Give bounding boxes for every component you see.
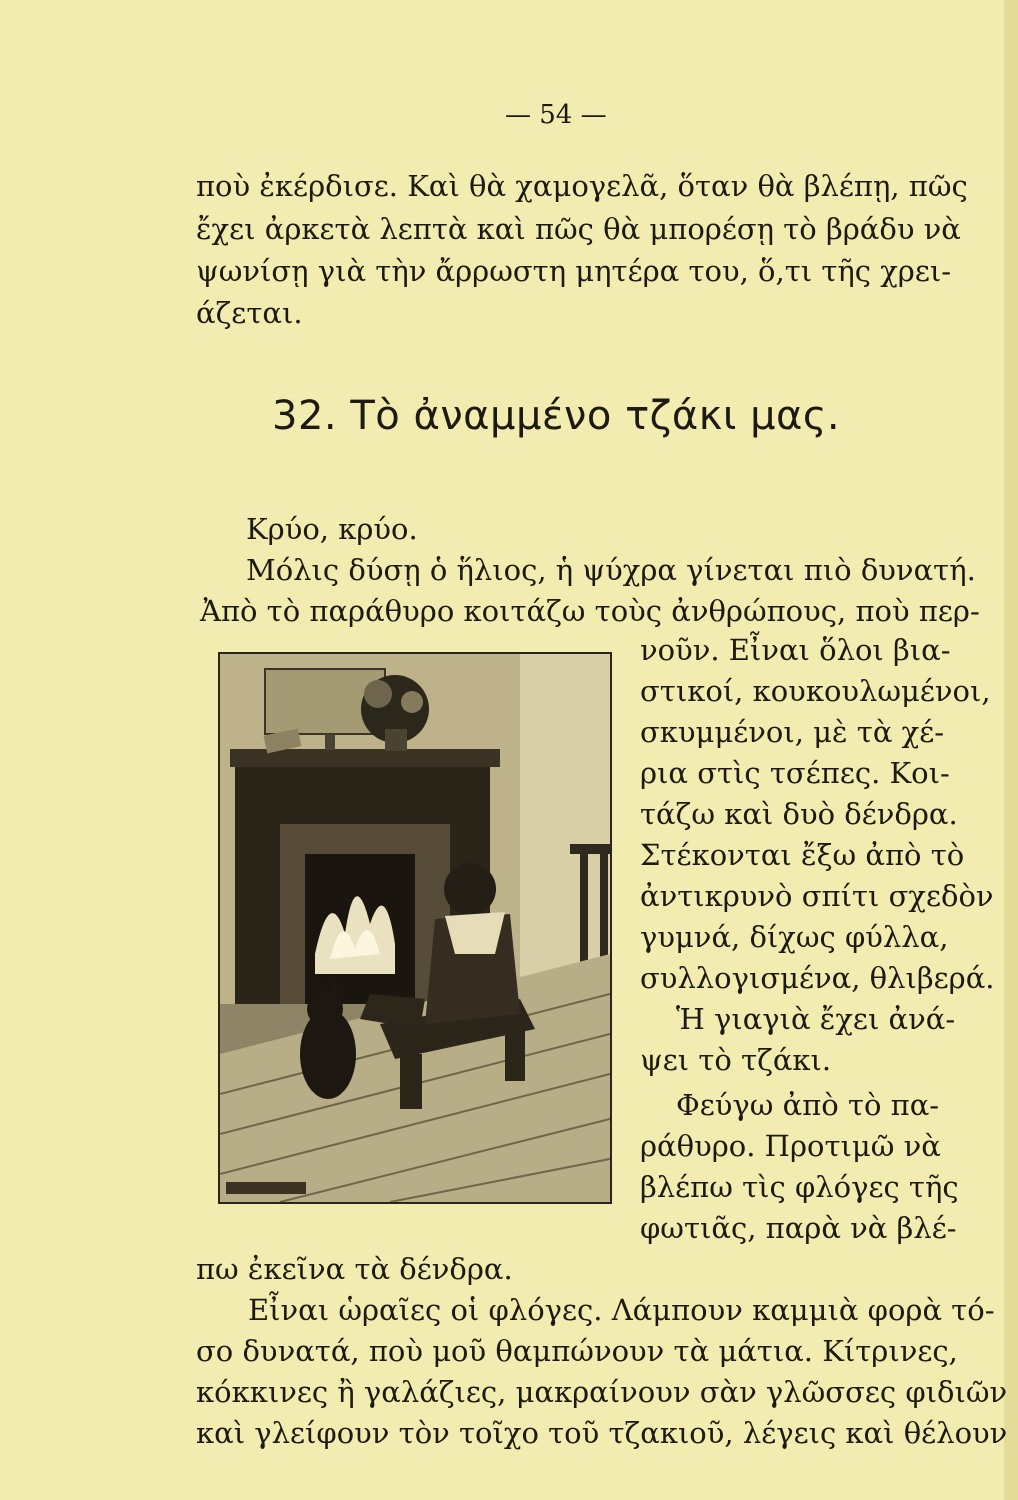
text-line: Ἡ γιαγιὰ ἔχει ἀνά- — [676, 1002, 956, 1036]
text-line: Κρύο, κρύο. — [246, 512, 418, 546]
text-line: Ἀπὸ τὸ παράθυρο κοιτάζω τοὺς ἀνθρώπους, ποὺ περ- — [200, 594, 980, 628]
text-line: σκυμμένοι, μὲ τὰ χέ- — [640, 715, 945, 749]
text-line: ρια στὶς τσέπες. Κοι- — [640, 756, 950, 790]
chapter-title: 32. Τὸ ἀναμμένο τζάκι μας. — [272, 393, 841, 439]
page-number: — 54 — — [505, 100, 607, 130]
text-line: σο δυνατά, ποὺ μοῦ θαμπώνουν τὰ μάτια. Κίτρινες, — [196, 1334, 958, 1368]
text-line: γυμνά, δίχως φύλλα, — [640, 920, 949, 954]
text-line: συλλογισμένα, θλιβερά. — [640, 961, 995, 995]
text-line: πω ἐκεῖνα τὰ δένδρα. — [196, 1252, 513, 1286]
text-line: νοῦν. Εἶναι ὅλοι βια- — [640, 633, 951, 667]
fireplace-illustration — [218, 652, 612, 1204]
text-line: Εἶναι ὡραῖες οἱ φλόγες. Λάμπουν καμμιὰ φορὰ τό- — [248, 1293, 995, 1327]
text-line: ἔχει ἀρκετὰ λεπτὰ καὶ πῶς θὰ μπορέσῃ τὸ βράδυ νὰ — [196, 212, 961, 246]
text-line: ποὺ ἐκέρδισε. Καὶ θὰ χαμογελᾶ, ὅταν θὰ βλέπῃ, πῶς — [196, 169, 968, 203]
text-line: άζεται. — [196, 296, 303, 330]
text-line: φωτιᾶς, παρὰ νὰ βλέ- — [640, 1211, 957, 1245]
text-line: τάζω καὶ δυὸ δένδρα. — [640, 797, 958, 831]
text-line: ἀντικρυνὸ σπίτι σχεδὸν — [640, 879, 994, 913]
text-line: ψωνίσῃ γιὰ τὴν ἄρρωστη μητέρα του, ὅ,τι τῆς χρει- — [196, 254, 952, 288]
text-line: ράθυρο. Προτιμῶ νὰ — [640, 1129, 941, 1163]
text-line: κόκκινες ἢ γαλάζιες, μακραίνουν σὰν γλῶσσες φιδιῶν — [196, 1375, 1008, 1409]
text-line: Φεύγω ἀπὸ τὸ πα- — [676, 1088, 940, 1122]
text-line: ψει τὸ τζάκι. — [640, 1043, 832, 1077]
text-line: καὶ γλείφουν τὸν τοῖχο τοῦ τζακιοῦ, λέγεις καὶ θέλουν — [196, 1416, 1008, 1450]
text-line: Μόλις δύσῃ ὁ ἥλιος, ἡ ψύχρα γίνεται πιὸ δυνατή. — [246, 553, 976, 587]
text-line: Στέκονται ἔξω ἀπὸ τὸ — [640, 838, 965, 872]
text-line: στικοί, κουκουλωμένοι, — [640, 674, 991, 708]
page-edge — [1004, 0, 1018, 1500]
text-line: βλέπω τὶς φλόγες τῆς — [640, 1170, 959, 1204]
